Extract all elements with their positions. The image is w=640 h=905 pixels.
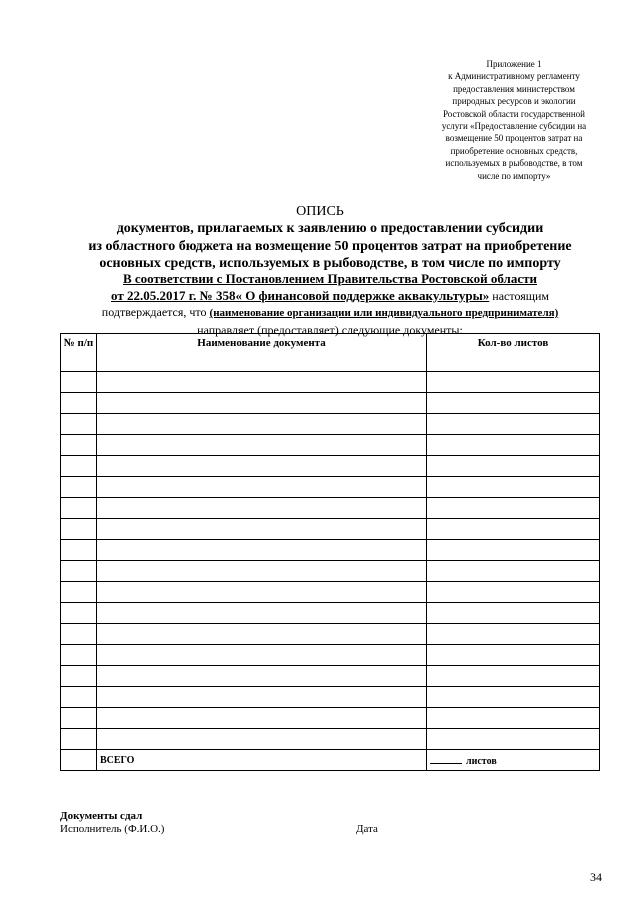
appendix-line: Ростовской области государственной [443,108,585,119]
appendix-line: приобретение основных средств, [450,145,578,156]
table-cell [61,498,97,519]
table-row [61,393,600,414]
table-cell [61,624,97,645]
table-cell [427,498,600,519]
table-row [61,729,600,750]
table-cell [61,393,97,414]
appendix-line: предоставления министерством [453,83,575,94]
table-row [61,582,600,603]
table-cell [427,540,600,561]
table-row [61,519,600,540]
table-cell [97,393,427,414]
table-row [61,540,600,561]
appendix-line: возмещение 50 процентов затрат на [445,133,583,144]
table-row [61,561,600,582]
table-cell [61,582,97,603]
table-cell [97,435,427,456]
table-row [61,435,600,456]
table-cell [61,435,97,456]
total-sheets-cell [427,750,600,771]
intro-resolution-date: от 22.05.2017 г. № 358« О финансовой поддержке аквакультуры» [110,287,490,303]
total-label: ВСЕГО [97,750,427,771]
table-body [61,372,600,750]
appendix-line: используемых в рыбоводстве, в том [445,158,583,169]
table-row [61,498,600,519]
table-cell [97,687,427,708]
table-row [61,414,600,435]
documents-table [60,333,600,771]
table-cell [427,414,600,435]
table-cell [427,687,600,708]
intro-line-4: направляет (предоставляет) следующие документы: [197,322,463,337]
intro-resolution-ref: В соответствии с Постановлением Правительства Ростовской области [122,271,538,286]
table-cell [97,708,427,729]
intro-paragraph [60,271,600,338]
table-cell [61,372,97,393]
subtitle-line: документов, прилагаемых к заявлению о предоставлении субсидии [116,221,544,236]
table-cell [97,624,427,645]
subtitle-line: основных средств, используемых в рыбоводстве, в том числе по импорту [99,256,561,271]
table-cell [61,603,97,624]
sheets-blank-line [430,754,462,764]
table-cell [427,372,600,393]
table-cell [61,414,97,435]
table-cell [97,729,427,750]
table-cell [97,561,427,582]
table-row [61,624,600,645]
table-cell [427,645,600,666]
table-cell [427,666,600,687]
table-row [61,708,600,729]
table-cell [427,708,600,729]
appendix-line: к Административному регламенту [448,71,580,82]
table-cell [427,519,600,540]
table-row [61,477,600,498]
table-cell [61,561,97,582]
table-cell [427,393,600,414]
total-number-cell [61,750,97,771]
table-cell [427,603,600,624]
table-cell [97,603,427,624]
table-cell [97,477,427,498]
table-cell [427,561,600,582]
table-row [61,456,600,477]
table-row [61,603,600,624]
intro-text: подтверждается, что [101,305,210,319]
table-cell [427,477,600,498]
table-cell [61,519,97,540]
appendix-block [420,58,608,182]
subtitle-line: из областного бюджета на возмещение 50 процентов затрат на приобретение [88,238,572,254]
table-total-row [61,750,600,771]
table-row [61,687,600,708]
table-cell [427,624,600,645]
page-number: 34 [590,870,602,884]
total-suffix: листов [466,755,497,767]
table-cell [427,435,600,456]
intro-line-2 [60,288,600,305]
table-cell [427,456,600,477]
table-cell [61,729,97,750]
column-header-number: № п/п [61,334,97,372]
table-cell [61,666,97,687]
table-cell [61,456,97,477]
table-cell [97,498,427,519]
table-row [61,645,600,666]
table-header-row [61,334,600,372]
handed-label: Документы сдал [60,810,143,822]
table-cell [97,456,427,477]
table-cell [61,477,97,498]
table-cell [61,540,97,561]
table-cell [97,666,427,687]
date-label: Дата [356,823,378,835]
document-title: ОПИСЬ [296,204,344,219]
appendix-line: числе по импорту» [477,170,551,181]
intro-text: настоящим [489,288,550,303]
signature-block [60,810,164,836]
table-cell [97,372,427,393]
column-header-name: Наименование документа [97,334,427,372]
organization-placeholder: (наименование организации или индивидуального предпринимателя) [209,307,559,319]
table-row [61,666,600,687]
table-cell [61,687,97,708]
table-cell [61,708,97,729]
appendix-line: природных ресурсов и экологии [452,96,576,107]
document-subtitle [60,220,600,273]
table-cell [97,414,427,435]
table-cell [97,645,427,666]
appendix-line: услуги «Предоставление субсидии на [441,121,587,132]
table-cell [97,582,427,603]
table-cell [61,645,97,666]
table-row [61,372,600,393]
executor-label: Исполнитель (Ф.И.О.) [60,823,165,835]
table-cell [427,582,600,603]
table-cell [97,519,427,540]
table-cell [427,729,600,750]
column-header-sheets: Кол-во листов [427,334,600,372]
appendix-line: Приложение 1 [486,59,542,69]
table-cell [97,540,427,561]
intro-line-3 [60,304,600,322]
